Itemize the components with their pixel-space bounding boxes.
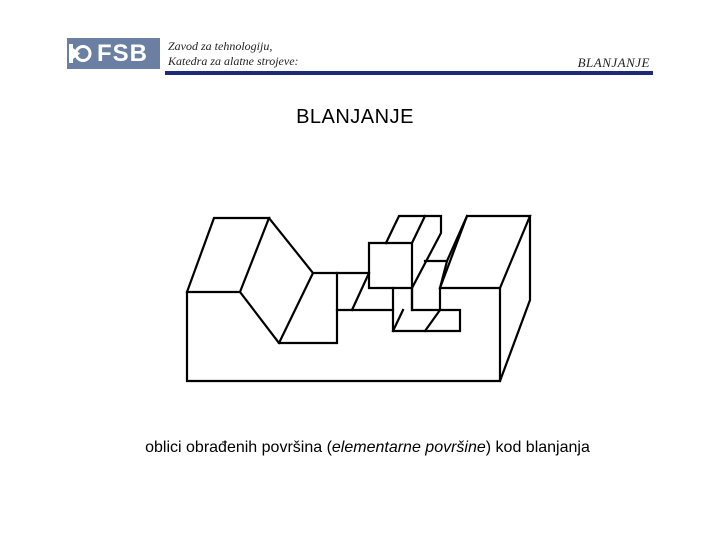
page-title: BLANJANJE bbox=[296, 106, 414, 128]
t-slot-inner bbox=[425, 261, 447, 288]
figure-caption bbox=[0, 439, 720, 457]
logo-text: FSB bbox=[97, 40, 148, 67]
t-slot-edge bbox=[425, 310, 440, 331]
t-slot bbox=[412, 288, 440, 310]
caption-text-after: ) kod blanjanja bbox=[485, 439, 590, 456]
right-block bbox=[440, 216, 530, 288]
right-block-side bbox=[500, 216, 530, 381]
v-groove bbox=[269, 218, 337, 310]
front-face bbox=[187, 288, 500, 381]
caption-text-italic: elementarne površine bbox=[331, 439, 486, 456]
caption-text-before: oblici obrađenih površina ( bbox=[145, 439, 332, 456]
slot-step-edge bbox=[352, 273, 369, 310]
right-block-left bbox=[447, 216, 467, 261]
header-section-title: BLANJANJE bbox=[577, 55, 650, 70]
slot-step bbox=[337, 273, 393, 310]
institution-line-1: Zavod za tehnologiju, bbox=[168, 39, 273, 53]
t-slot-bottom bbox=[393, 310, 403, 331]
v-groove-edge bbox=[279, 273, 313, 343]
slot-step-top bbox=[369, 243, 386, 273]
middle-block bbox=[386, 216, 441, 288]
institution-line-2: Katedra za alatne strojeve: bbox=[168, 54, 299, 68]
left-block-top bbox=[187, 218, 269, 292]
